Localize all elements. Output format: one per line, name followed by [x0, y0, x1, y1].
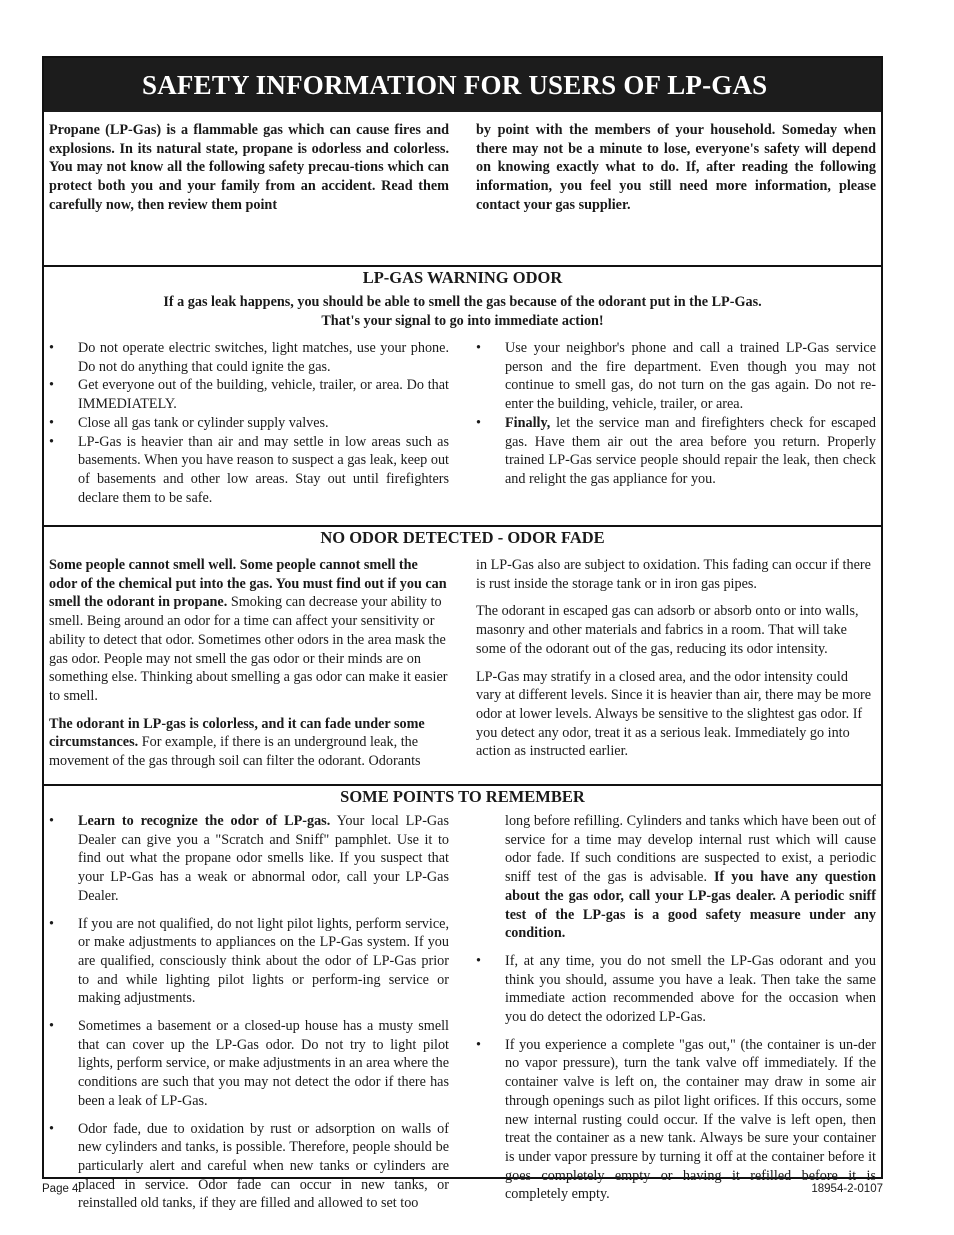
points-section [44, 784, 881, 1213]
list-item: • Finally, let the service man and firefighters check for escaped gas. Have them air out the area before you return. Properly trained LP-Gas service people should repair the leak, then check and relight the gas appliance for you. [476, 414, 876, 487]
warning-columns [44, 331, 881, 507]
warning-list-right [476, 339, 876, 507]
list-item: • If you are not qualified, do not light pilot lights, perform service, or make adjustments to appliances on the LP-Gas system. If you are qualified, consciously think about the odor of LP-Gas prior to and while lighting pilot lights or perform-ing service or making adjustments. [49, 915, 449, 1007]
points-columns [44, 807, 881, 1213]
list-item-continued: long before refilling. Cylinders and tanks which have been out of service for a time may develop internal rust which will cause odor fade. If such conditions are suspected to exist, a periodic sniff test of the gas is advisable. If you have any question about the gas odor, call your LP-gas dealer. A periodic sniff test of the LP-gas is a good safety measure under any condition. [505, 813, 876, 942]
odor-fade-columns [44, 548, 881, 771]
section-heading-points: SOME POINTS TO REMEMBER [340, 787, 585, 806]
footer-page-number: Page 4 [42, 1183, 79, 1195]
odor-fade-para-4: The odorant in escaped gas can adsorb or absorb onto or into walls, masonry and other materials and fabrics in a room. That will take some of the odorant out of the gas, reducing its odor intensity. [476, 603, 859, 657]
list-item: • If, at any time, you do not smell the LP-Gas odorant and you think you should, assume you have a leak. Then take the same immediate action recommended above for the occasion when you do detect the odorized LP-Gas. [476, 952, 876, 1026]
intro-left: Propane (LP-Gas) is a flammable gas which can cause fires and explosions. In its natural state, propane is odorless and colorless. You may not know all the following safety precau-tions which can protect both you and your family from an accident. Read them carefully now, then review them point [49, 122, 449, 213]
page-title: SAFETY INFORMATION FOR USERS OF LP-GAS [44, 58, 881, 112]
warning-odor-section [44, 265, 881, 525]
list-item: • Do not operate electric switches, light matches, use your phone. Do not do anything that could ignite the gas. [49, 340, 449, 375]
footer-document-code: 18954-2-0107 [811, 1183, 883, 1195]
section-heading-warning-odor: LP-GAS WARNING ODOR [362, 268, 563, 287]
odor-fade-para-3: in LP-Gas also are subject to oxidation. This fading can occur if there is rust inside the storage tank or in iron gas pipes. [476, 557, 871, 592]
points-list-left [49, 812, 449, 1213]
odor-fade-para-5: LP-Gas may stratify in a closed area, and the odor intensity could vary at different levels. Since it is heavier than air, there may be more odor at lower levels. Always be sensitive to the slightest gas odor. If you detect any odor, treat it as a serious leak. Immediately go into action as instructed earlier. [476, 668, 872, 760]
list-item: • If you experience a complete "gas out," (the container is un-der no vapor pressure), turn the tank valve off immediately. If the container valve is left on, the container may draw in some air through openings such as pilot light orifices. If this occurs, some new internal rusting could occur. If the valve is left open, then treat the container as a new tank. Always be sure your container is under vapor pressure by turning it off at the container before it goes completely empty or having it refilled before it is completely empty. [476, 1036, 876, 1203]
list-item: • Get everyone out of the building, vehicle, trailer, or area. Do that IMMEDIATELY. [49, 377, 449, 413]
odor-fade-para-1: Some people cannot smell well. Some people cannot smell the odor of the chemical put into the gas. You must find out if you can smell the odorant in propane. Smoking can decrease your ability to smell. Being around an odor for a time can affect your sensitivity or ability to detect that odor. Sometimes other odors in the area mask the gas odor. People may not smell the gas odor or their minds are on something else. Thinking about smelling a gas odor can make it easier to smell. [49, 557, 448, 704]
warning-list-left [49, 339, 449, 507]
warning-line-1: If a gas leak happens, you should be able to smell the gas because of the odorant put in the LP-Gas. [163, 294, 762, 310]
odor-fade-right [476, 556, 876, 771]
list-item: • Odor fade, due to oxidation by rust or adsorption on walls of new cylinders and tanks, is possible. Therefore, people should be particularly alert and careful when new tanks or cylinders are placed in service. Odor fade can occur in new tanks, or reinstalled old tanks, if they are filled and allowed to set too [49, 1120, 449, 1212]
points-list-right [476, 812, 876, 1213]
warning-line-2: That's your signal to go into immediate action! [321, 313, 604, 329]
odor-fade-section [44, 525, 881, 784]
list-item: • Close all gas tank or cylinder supply valves. [49, 414, 329, 431]
section-heading-odor-fade: NO ODOR DETECTED - ODOR FADE [320, 528, 605, 547]
list-item: • Use your neighbor's phone and call a trained LP-Gas service person and the fire department. Even though you may not continue to smell gas, do not turn on the gas again. Do not re-enter the building, vehicle, trailer, or area. [476, 340, 876, 413]
odor-fade-para-2: The odorant in LP-gas is colorless, and it can fade under some circumstances. For example, if there is an underground leak, the movement of the gas through soil can filter the odorant. Odorants [49, 715, 425, 770]
intro-section [44, 112, 881, 265]
list-item: • Sometimes a basement or a closed-up house has a musty smell that can cover up the LP-Gas odor. Do not try to light pilot lights, perform service, or make adjustments in an area where the conditions are such that you may not detect the odor if there has been a leak of LP-Gas. [49, 1018, 449, 1109]
odor-fade-left [49, 556, 449, 771]
list-item: • LP-Gas is heavier than air and may settle in low areas such as basements. When you have reason to suspect a gas leak, keep out of basements and other low areas. Stay out until firefighters declare them to be safe. [49, 433, 449, 506]
list-item: • Learn to recognize the odor of LP-gas. Your local LP-Gas Dealer can give you a "Scratch and Sniff" pamphlet. Use it to find out what the propane odor smells like. If you suspect that your LP-Gas has a weak or abnormal odor, call your LP-Gas Dealer. [49, 813, 449, 904]
intro-right: by point with the members of your household. Someday when there may not be a minute to lose, everyone's safety will depend on knowing exactly what to do. If, after reading the following information, you feel you still need more information, please contact your gas supplier. [476, 122, 876, 213]
